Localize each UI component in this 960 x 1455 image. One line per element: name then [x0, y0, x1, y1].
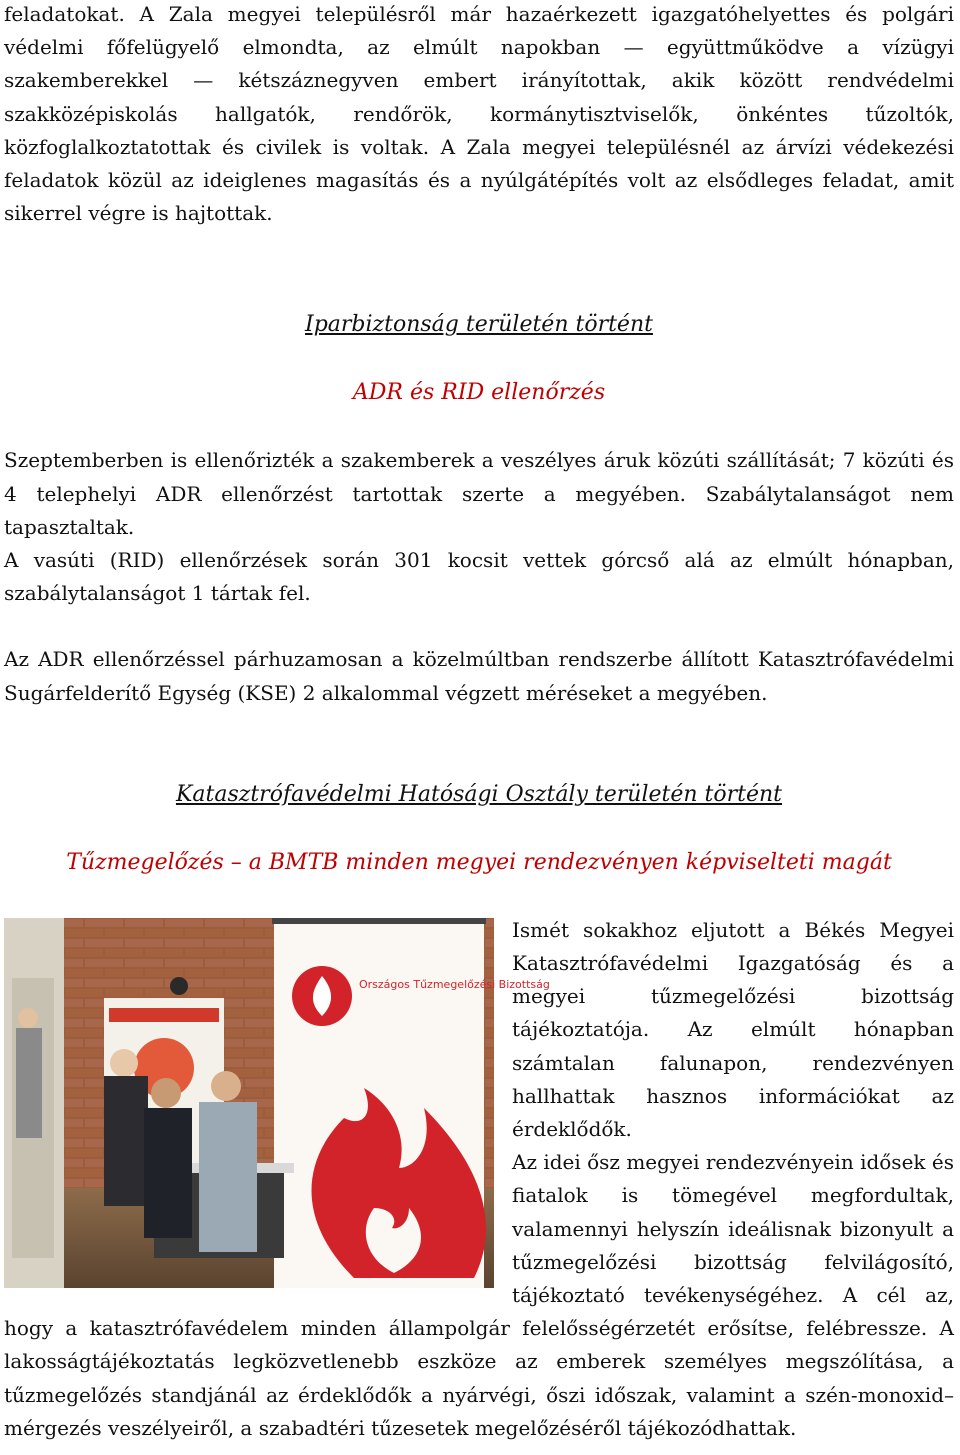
bmtb-paragraph-2: Az idei ősz megyei rendezvényein idősek és fiatalok is tömegével megfordultak, valamennyi helyszín ideálisnak bizonyult a tűzmegelőzési bizottság felvilágosító, tájékoztató tevékenységéhez. A cél az, hogy a katasztrófavédelem minden állampolgár felelősségérzetét erősítse, felébressze. A lakosságtájékoztatás legközvetlenebb eszköze az emberek személyes megszólítása, a tűzmegelőzés standjánál az érdeklődők a nyárvégi, őszi időszak, valamint a szén-monoxid–mérgezés veszélyeiről, a szabadtéri tűzesetek megelőzéséről tájékozódhattak. [4, 1150, 954, 1440]
kse-paragraph: Az ADR ellenőrzéssel párhuzamosan a közelmúltban rendszerbe állított Katasztrófavédelmi Sugárfelderítő Egység (KSE) 2 alkalommal végzett méréseket a megyében. [4, 647, 954, 705]
bmtb-paragraph-1: Ismét sokakhoz eljutott a Békés Megyei Katasztrófavédelmi Igazgatóság és a megyei tűzmegelőzési bizottság tájékoztatója. Az elmúlt hónapban számtalan falunapon, rendezvényen hallhattak hasznos információkat az érdeklődők. [512, 917, 954, 1142]
adr-paragraph: Szeptemberben is ellenőrizték a szakemberek a veszélyes áruk közúti szállítását; 7 közúti és 4 telephelyi ADR ellenőrzést tartottak szerte a megyében. Szabálytalanságot nem tapasztaltak. [4, 448, 954, 539]
subheading-adr-rid: ADR és RID ellenőrzés [352, 380, 606, 406]
rid-paragraph: A vasúti (RID) ellenőrzések során 301 kocsit vettek górcső alá az elmúlt hónapban, szabálytalanságot 1 tártak fel. [4, 548, 954, 606]
intro-paragraph: feladatokat. A Zala megyei településről már hazaérkezett igazgatóhelyettes és polgári védelmi főfelügyelő elmondta, az elmúlt napokban — együttműködve a vízügyi szakemberekkel — kétszáznegyven embert irányítottak, akik között rendvédelmi szakközépiskolás hallgatók, rendőrök, kormánytisztviselők, önkéntes tűzoltók, közfoglalkoztatottak és civilek is voltak. A Zala megyei településnél az árvízi védekezési feladatok közül az ideiglenes magasítás és a nyúlgátépítés volt az elsődleges feladat, amit sikerrel végre is hajtottak. [4, 2, 954, 226]
event-photo-illustration [4, 918, 550, 1288]
event-photo [4, 918, 550, 1288]
photo-banner-text: Országos Tűzmegelőzési Bizottság [359, 977, 550, 991]
subheading-tuzmegelozes: Tűzmegelőzés – a BMTB minden megyei rendezvényen képviselteti magát [66, 849, 892, 875]
section-heading-hatosagi: Katasztrófavédelmi Hatósági Osztály területén történt [175, 781, 783, 807]
document-page [4, 0, 954, 1445]
section-heading-iparbiztonsag: Iparbiztonság területén történt [305, 312, 653, 338]
